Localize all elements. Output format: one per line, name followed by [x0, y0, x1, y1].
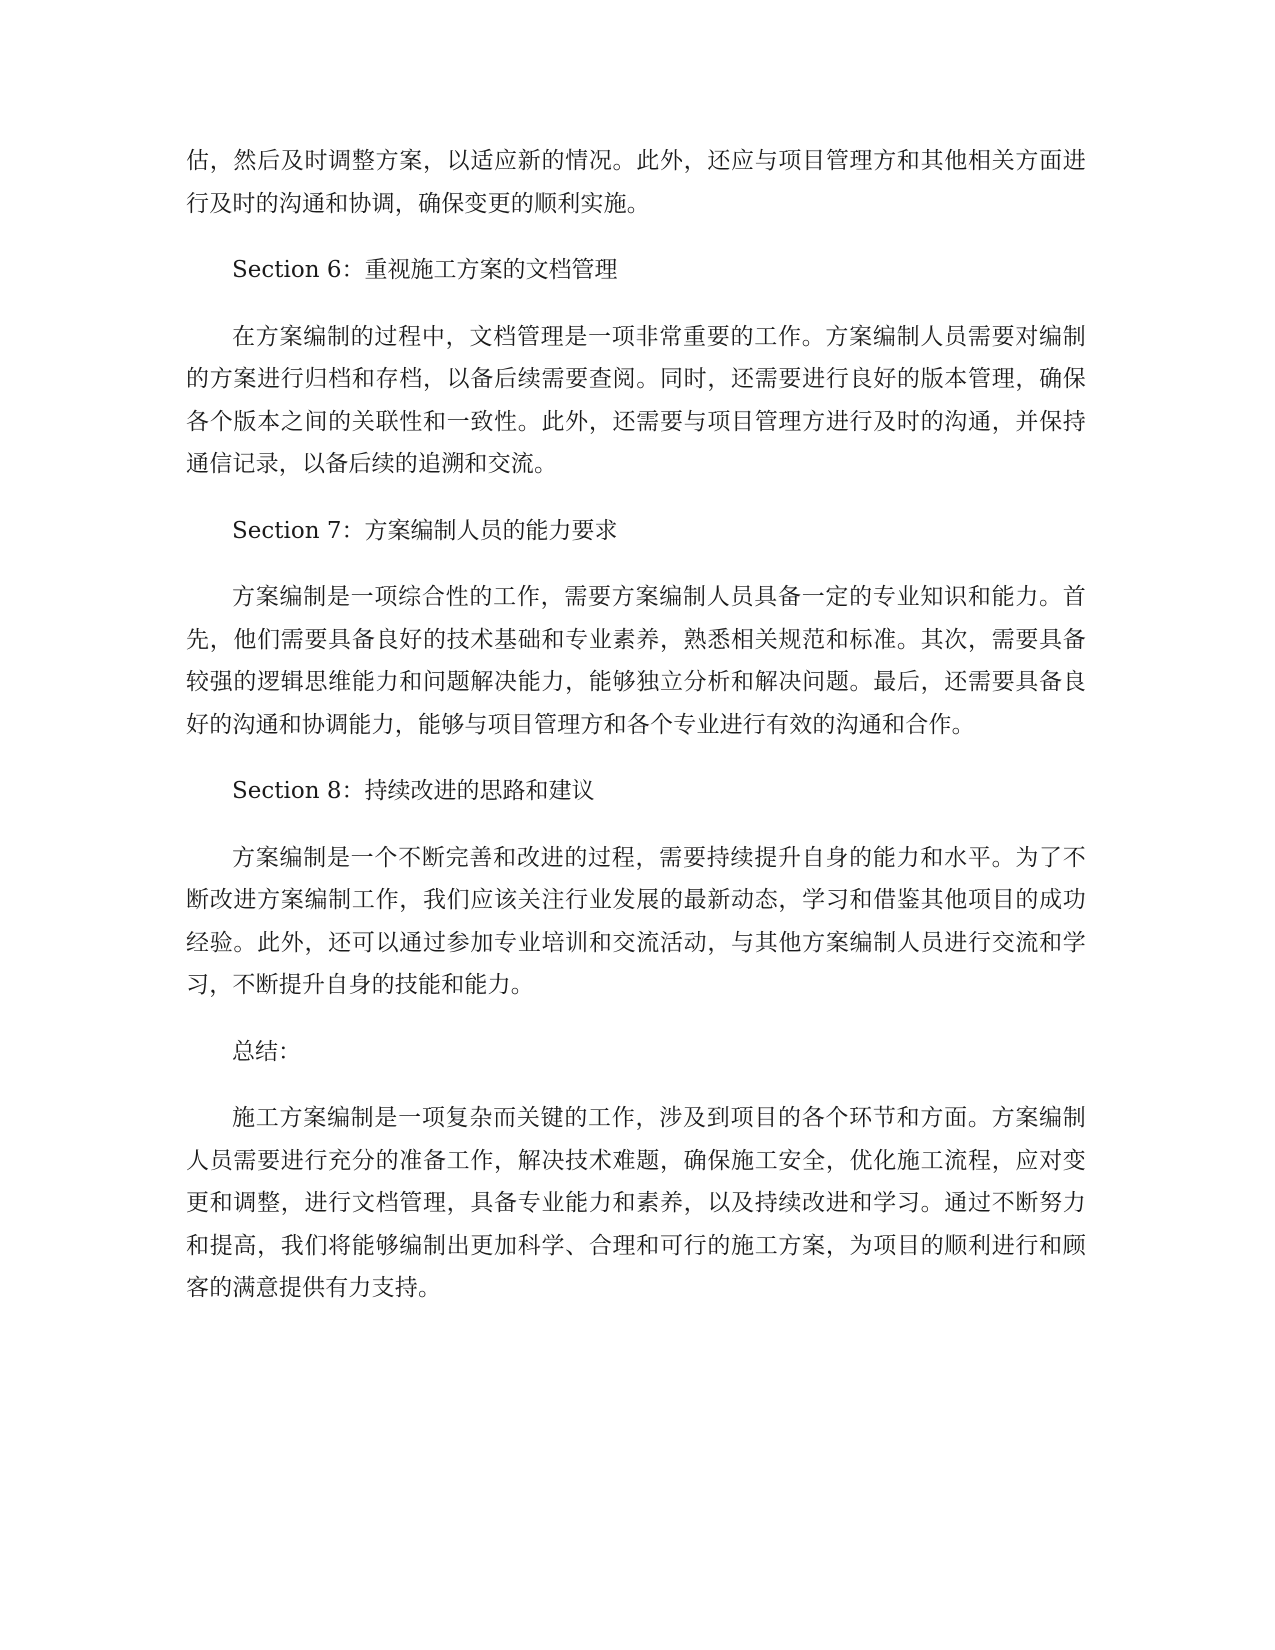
- section-8-heading: Section 8：持续改进的思路和建议: [232, 778, 595, 804]
- document-body: [186, 140, 1086, 1334]
- section-7-heading: Section 7：方案编制人员的能力要求: [232, 517, 618, 544]
- continuation-paragraph: 估，然后及时调整方案，以适应新的情况。此外，还应与项目管理方和其他相关方面进行及时的沟通和协调，确保变更的顺利实施。: [186, 148, 1086, 217]
- section-8-paragraph: 方案编制是一个不断完善和改进的过程，需要持续提升自身的能力和水平。为了不断改进方案编制工作，我们应该关注行业发展的最新动态，学习和借鉴其他项目的成功经验。此外，还可以通过参加专业培训和交流活动，与其他方案编制人员进行交流和学习，不断提升自身的技能和能力。: [186, 844, 1086, 998]
- summary-heading: 总结：: [232, 1038, 301, 1065]
- summary-paragraph: 施工方案编制是一项复杂而关键的工作，涉及到项目的各个环节和方面。方案编制人员需要进行充分的准备工作，解决技术难题，确保施工安全，优化施工流程，应对变更和调整，进行文档管理，具备专业能力和素养，以及持续改进和学习。通过不断努力和提高，我们将能够编制出更加科学、合理和可行的施工方案，为项目的顺利进行和顾客的满意提供有力支持。: [186, 1105, 1086, 1301]
- section-7-paragraph: 方案编制是一项综合性的工作，需要方案编制人员具备一定的专业知识和能力。首先，他们需要具备良好的技术基础和专业素养，熟悉相关规范和标准。其次，需要具备较强的逻辑思维能力和问题解决能力，能够独立分析和解决问题。最后，还需要具备良好的沟通和协调能力，能够与项目管理方和各个专业进行有效的沟通和合作。: [186, 584, 1086, 738]
- section-6-heading: Section 6：重视施工方案的文档管理: [232, 257, 618, 283]
- section-6-paragraph: 在方案编制的过程中，文档管理是一项非常重要的工作。方案编制人员需要对编制的方案进行归档和存档，以备后续需要查阅。同时，还需要进行良好的版本管理，确保各个版本之间的关联性和一致性。此外，还需要与项目管理方进行及时的沟通，并保持通信记录，以备后续的追溯和交流。: [186, 323, 1086, 477]
